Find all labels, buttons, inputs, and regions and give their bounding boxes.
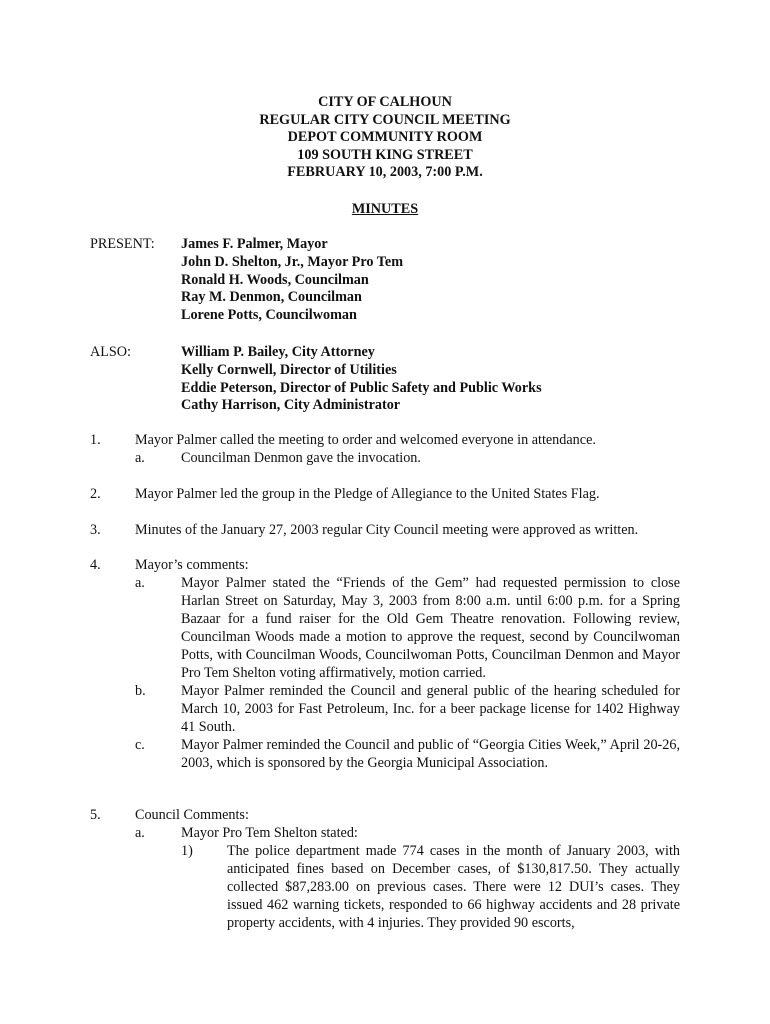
- header-date: FEBRUARY 10, 2003, 7:00 P.M.: [287, 164, 483, 181]
- present-name: Lorene Potts, Councilwoman: [181, 307, 357, 324]
- sub-item-text: Mayor Palmer reminded the Council and public of “Georgia Cities Week,” April 20-26, 2003, which is sponsored by the Georgia Municipal Association.: [181, 737, 680, 771]
- present-label: PRESENT:: [90, 236, 155, 252]
- sub-item-text: Mayor Palmer reminded the Council and general public of the hearing scheduled for March 10, 2003 for Fast Petroleum, Inc. for a beer package license for 1402 Highway 41 South.: [181, 683, 680, 735]
- header-city: CITY OF CALHOUN: [318, 94, 452, 110]
- document-header: [0, 94, 770, 182]
- sub-item: [135, 574, 680, 682]
- item-body: [135, 521, 680, 539]
- header-location: DEPOT COMMUNITY ROOM: [287, 129, 483, 146]
- sub-item: [135, 824, 680, 932]
- sub-item-letter: a.: [135, 575, 145, 591]
- sub-item-letter: c.: [135, 737, 145, 753]
- minutes-title: MINUTES: [351, 201, 419, 217]
- present-name: Ray M. Denmon, Councilman: [181, 289, 362, 306]
- item-body: [135, 431, 680, 467]
- present-names: [181, 236, 701, 325]
- present-name: Ronald H. Woods, Councilman: [181, 271, 369, 288]
- sub-item-text: Mayor Palmer stated the “Friends of the Gem” had requested permission to close Harlan Street on Saturday, May 3, 2003 from 8:00 a.m. until 6:00 p.m. for a Spring Bazaar for a fund raiser for the Old Gem Theatre renovation. Following review, Councilman Woods made a motion to approve the request, second by Councilwoman Potts, with Councilman Woods, Councilwoman Potts, Councilman Denmon and Mayor Pro Tem Shelton voting affirmatively, motion carried.: [181, 575, 680, 681]
- sub-item: [135, 682, 680, 736]
- sub-sub-item: [181, 842, 680, 932]
- item-text: Minutes of the January 27, 2003 regular City Council meeting were approved as written.: [135, 522, 639, 538]
- header-meeting-type: REGULAR CITY COUNCIL MEETING: [259, 111, 511, 128]
- also-name: Cathy Harrison, City Administrator: [181, 397, 401, 414]
- sub-item-text: Mayor Pro Tem Shelton stated:: [181, 825, 358, 841]
- sub-item-letter: a.: [135, 450, 145, 466]
- item-body: [135, 485, 680, 503]
- item-number: 1.: [90, 432, 101, 448]
- header-address: 109 SOUTH KING STREET: [297, 146, 473, 163]
- sub-item: [135, 449, 680, 467]
- also-name: Eddie Peterson, Director of Public Safety and Public Works: [181, 379, 542, 396]
- sub-item-text: Councilman Denmon gave the invocation.: [181, 450, 421, 466]
- item-text: Council Comments:: [135, 807, 249, 823]
- present-name: James F. Palmer, Mayor: [181, 236, 328, 252]
- sub-item-letter: b.: [135, 683, 146, 699]
- also-names: [181, 344, 701, 415]
- sub-sub-item-number: 1): [181, 843, 193, 859]
- item-number: 4.: [90, 557, 101, 573]
- present-name: John D. Shelton, Jr., Mayor Pro Tem: [181, 253, 404, 270]
- item-body: [135, 556, 680, 772]
- sub-item-letter: a.: [135, 825, 145, 841]
- sub-sub-item-text: The police department made 774 cases in the month of January 2003, with anticipated fines based on December cases, of $130,817.50. They actually collected $87,283.00 on previous cases. There were 12 DUI’s cases. They issued 462 warning tickets, responded to 66 highway accidents and 28 private property accidents, with 4 injuries. They provided 90 escorts,: [227, 843, 680, 931]
- item-number: 5.: [90, 807, 101, 823]
- item-body: [135, 806, 680, 932]
- also-name: Kelly Cornwell, Director of Utilities: [181, 361, 397, 378]
- also-label: ALSO:: [90, 344, 131, 360]
- item-number: 3.: [90, 522, 101, 538]
- item-text: Mayor Palmer led the group in the Pledge of Allegiance to the United States Flag.: [135, 486, 600, 502]
- item-text: Mayor’s comments:: [135, 557, 249, 573]
- also-name: William P. Bailey, City Attorney: [181, 344, 375, 360]
- item-number: 2.: [90, 486, 101, 502]
- sub-item: [135, 736, 680, 772]
- item-text: Mayor Palmer called the meeting to order and welcomed everyone in attendance.: [135, 432, 596, 448]
